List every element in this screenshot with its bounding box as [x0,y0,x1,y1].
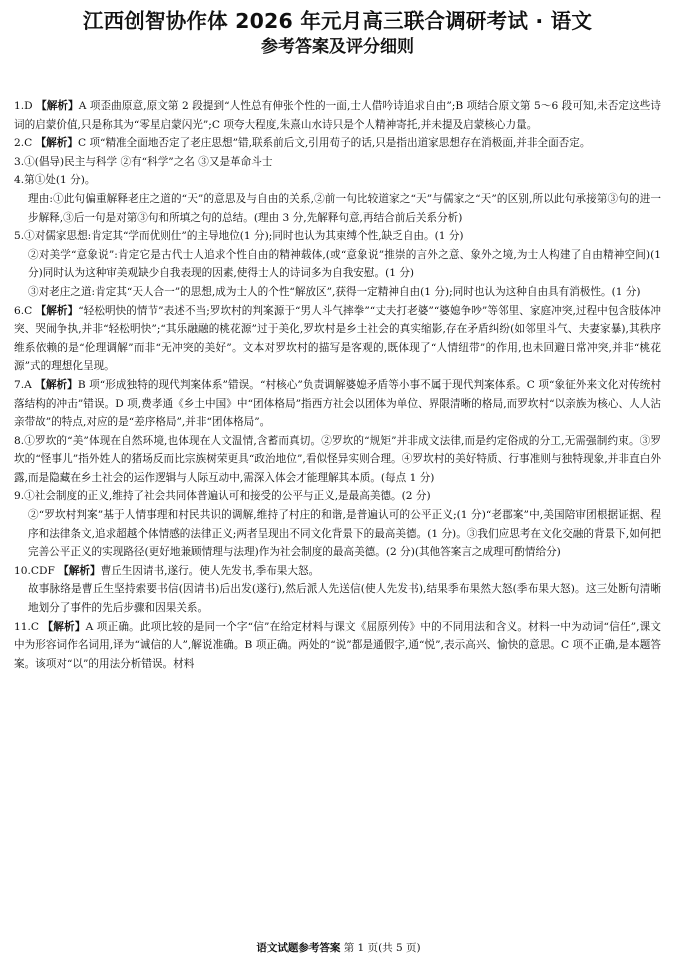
question-number: 11. [14,620,31,633]
question-number: 4. [14,174,25,187]
answer-letter: C [24,304,33,317]
analysis-tag: 【解析】 [35,304,79,317]
answer-item-2 [14,134,661,153]
question-number: 9. [14,490,25,503]
question-number: 1. [14,100,25,112]
question-number: 8. [14,434,25,447]
analysis-text: 曹丘生因请书,遂行。使人先发书,季布果大怒。 [100,564,320,577]
footer-page-number: 第 1 页(共 5 页) [343,942,421,954]
question-number: 10. [14,564,31,577]
analysis-tag: 【解析】 [36,100,79,112]
answer-item-11 [14,618,661,674]
answer-item-5-point-3: ③对老庄之道:肯定其“天人合一”的思想,成为士人的个性“解放区”,获得一定精神自由(1 分);同时也认为这种自由具有消极性。(1 分) [28,285,641,298]
answer-item-7 [14,376,661,432]
answers-body [14,97,661,673]
answer-item-9-point-2: ②“罗坎村判案”基于人情事理和村民共识的调解,维持了村庄的和谐,是普遍认可的公平正义;(1 分)“老郡案”中,美国陪审团根据证据、程序和法律条文,追求超越个体情感的法律正义;两者呈现出不同文化背景下的最高美德。(1 分)。③我们应思考在文化交融的背景下,如何把完善公平正义的实现路径(更好地兼顾情理与法理)作为社会制度的最高美德。(2 分)(其他答案言之成理可酌情给分) [28,509,661,559]
question-number: 6. [14,304,25,317]
page-subtitle: 参考答案及评分细则 [261,37,414,57]
answer-letter: C [24,137,33,150]
analysis-text: A 项正确。此项比较的是同一个字“信”在给定材料与课文《屈原列传》中的不同用法和含义。材料一中为动词“信任”,课文中为形容词作名词用,译为“诚信的人”,解说准确。B 项正确。两处的“说”都是通假字,通“悦”,表示高兴、愉快的意思。C 项不正确,是本题答案。该项对“以”的用法分析错误。材料 [14,620,661,670]
answer-text: ①(倡导)民主与科学 ②有“科学”之名 ③又是革命斗士 [24,155,273,168]
answer-item-6 [14,302,661,376]
page-footer [0,941,677,955]
answer-item-3 [14,153,661,172]
answer-letter: C [30,620,39,633]
analysis-text: B 项“形成独特的现代判案体系”错误。“村核心”负责调解婆媳矛盾等小事不属于现代判案体系。C 项“象征外来文化对传统村落结构的冲击”错误。D 项,费孝通《乡土中国》中“团体格局”指西方社会以团体为单位、界限清晰的格局,而罗坎村“以亲族为核心、人人沾亲带故”的特点,对应的是“差序格局”,并非“团体格局”。 [14,378,662,429]
analysis-tag: 【解析】 [35,378,78,391]
answer-letter: CDF [30,564,55,577]
answer-point-1: ①对儒家思想:肯定其“学而优则仕”的主导地位(1 分);同时也认为其束缚个性,缺乏自由。(1 分) [24,230,464,243]
answer-item-5-point-2: ②对美学“意象说”:肯定它是古代士人追求个性自由的精神载体,(或“意象说”推崇的言外之意、象外之境,为士人构建了自由精神空间)(1 分)同时认为这种审美观缺少自我表现的因素,使得士人的诗词多为自我安慰。(1 分) [28,248,661,280]
analysis-text: C 项“精准全面地否定了老庄思想”错,联系前后文,引用荀子的话,只是指出道家思想存在消极面,并非全面否定。 [77,137,591,150]
answer-item-8 [14,432,661,488]
answer-item-4-reason: 理由:①此句偏重解释老庄之道的“天”的意思及与自由的关系,②前一句比较道家之“天”与儒家之“天”的区别,所以此句承接第③句的进一步解释,③后一句是对第③句和所填之句的总结。(理由 3 分,先解释句意,再结合前后关系分析) [28,192,661,224]
answer-letter: D [24,100,33,112]
question-number: 7. [14,378,25,391]
analysis-text: “轻松明快的情节”表述不当;罗坎村的判案源于“男人斗气摔拳”“丈夫打老婆”“婆媳争吵”等邻里、家庭冲突,过程中包含肢体冲突、哭闹争执,并非“轻松明快”;“其乐融融的桃花源”过于美化,罗坎村是乡土社会的真实缩影,存在矛盾纠纷(如邻里斗气、夫妻家暴),其秩序维系依赖的是“伦理调解”而非“无冲突的美好”。文本对罗坎村的描写是客观的,既体现了“人情纽带”的作用,也未回避日常冲突,并非“桃花源”式的理想化呈现。 [14,304,661,373]
analysis-text: A 项歪曲原意,原文第 2 段提到“人性总有伸张个性的一面,士人借吟诗追求自由”;B 项结合原文第 5～6 段可知,未否定这些诗词的启蒙价值,只是称其为“零星启蒙闪光”;C 项夸大程度,朱熹山水诗只是个人精神寄托,并未提及启蒙核心力量。 [14,100,662,131]
answer-item-4 [14,171,661,190]
answer-point-1: ①社会制度的正义,维持了社会共同体普遍认可和接受的公平与正义,是最高美德。(2 分) [24,490,431,503]
analysis-tag: 【解析】 [42,620,86,633]
page-title: 江西创智协作体 2026 年元月高三联合调研考试 · 语文 [82,9,593,33]
answer-letter: A [24,378,32,391]
answer-item-10-explain: 故事脉络是曹丘生坚持索要书信(因请书)后出发(遂行),然后派人先送信(使人先发书),结果季布果然大怒(季布果大怒)。这三处断句清晰地划分了事件的先后步骤和因果关系。 [28,583,661,615]
footer-label: 语文试题参考答案 [256,942,341,954]
analysis-tag: 【解析】 [35,137,78,150]
answer-item-1 [14,97,661,134]
analysis-tag: 【解析】 [58,564,101,577]
answer-item-5 [14,227,661,246]
answer-text: 第①处(1 分)。 [24,174,96,187]
answer-item-9 [14,487,661,506]
question-number: 3. [14,155,25,168]
question-number: 2. [14,137,25,150]
question-number: 5. [14,230,25,243]
answer-text: ①罗坎的“美”体现在自然环境,也体现在人文温情,含蓄而真切。②罗坎的“规矩”并非成文法律,而是约定俗成的分工,无需强制约束。③罗坎的“怪事儿”指外姓人的猪场反而比宗族树荣更具“政治地位”,看似怪异实则合理。④罗坎村的美好特质、行事准则与独特现象,并非直白外露,而是隐藏在乡土社会的运作逻辑与人际互动中,需深入体会才能理解其本质。(每点 1 分) [14,434,661,484]
answer-item-10 [14,562,661,581]
